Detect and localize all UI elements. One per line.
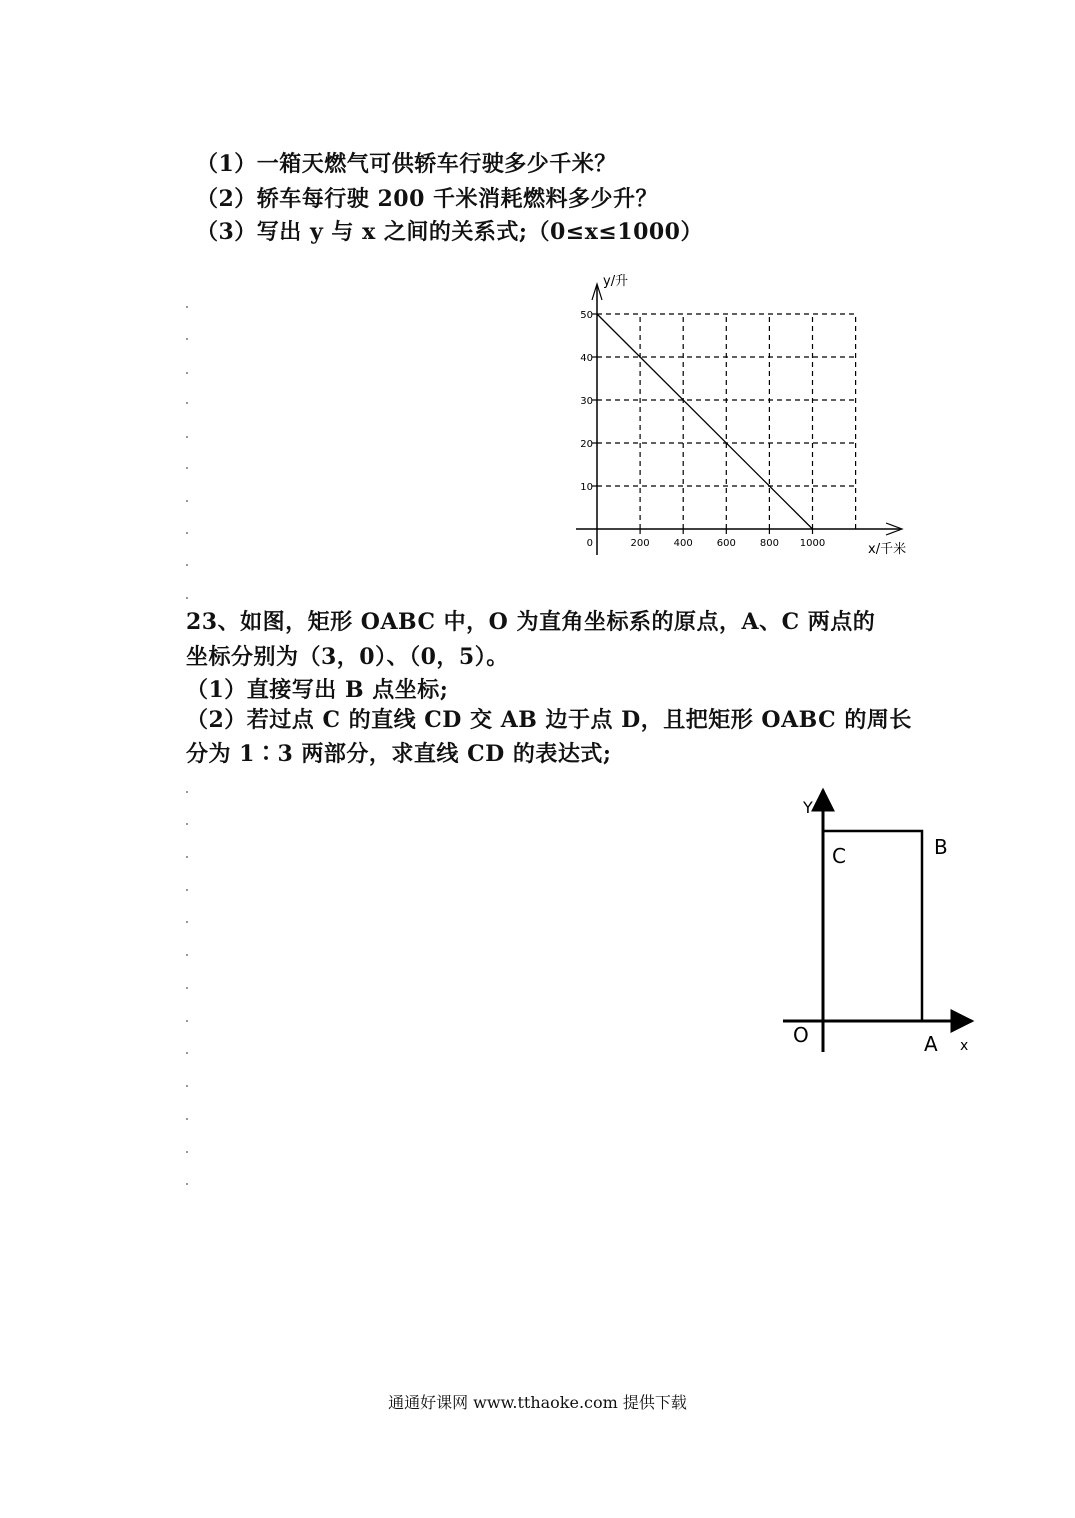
x-tick-label: 800	[759, 538, 779, 549]
question-22-part2: （2）轿车每行驶 200 千米消耗燃料多少升？	[196, 186, 659, 212]
chart-lines	[597, 314, 813, 529]
question-22-part1: （1）一箱天燃气可供轿车行驶多少千米？	[196, 151, 617, 177]
label-b: B	[934, 835, 948, 859]
x-tick-label: 200	[630, 538, 650, 549]
margin-dot	[186, 1151, 188, 1153]
y-axis-label: y/升	[603, 274, 629, 289]
label-o: O	[793, 1023, 809, 1047]
question-23-part2-line2: 分为 1∶3 两部分，求直线 CD 的表达式;	[186, 741, 612, 767]
question-22-part3: （3）写出 y 与 x 之间的关系式;（0≤x≤1000）	[196, 219, 703, 245]
margin-dot	[186, 436, 188, 438]
margin-dot	[186, 889, 188, 891]
margin-dot	[186, 500, 188, 502]
margin-dot	[186, 532, 188, 534]
y-tick-label: 10	[580, 482, 593, 493]
margin-dot	[186, 954, 188, 956]
label-y: Y	[803, 798, 813, 817]
margin-dot	[186, 1085, 188, 1087]
margin-dot	[186, 338, 188, 340]
margin-dot	[186, 823, 188, 825]
margin-dot	[186, 402, 188, 404]
series-line	[597, 314, 813, 529]
margin-dot	[186, 791, 188, 793]
chart-axes	[576, 284, 902, 555]
margin-dot	[186, 1118, 188, 1120]
margin-dot	[186, 372, 188, 374]
question-23-line1: 23、如图，矩形 OABC 中，O 为直角坐标系的原点，A、C 两点的	[186, 609, 876, 635]
margin-dot	[186, 306, 188, 308]
x-tick-label: 1000	[799, 538, 826, 549]
rectangle-figure	[775, 780, 990, 1070]
fuel-chart	[560, 270, 940, 570]
margin-dot	[186, 856, 188, 858]
y-tick-label: 40	[580, 353, 593, 364]
y-tick-label: 50	[580, 310, 593, 321]
chart-grid	[597, 314, 856, 529]
margin-dot	[186, 1020, 188, 1022]
margin-dot	[186, 1183, 188, 1185]
margin-dot	[186, 564, 188, 566]
x-tick-label: 600	[716, 538, 736, 549]
label-c: C	[832, 844, 846, 868]
chart-labels	[580, 274, 906, 557]
margin-dot	[186, 921, 188, 923]
margin-dot	[186, 1052, 188, 1054]
question-23-line2: 坐标分别为（3，0）、（0，5）。	[186, 644, 509, 670]
y-tick-label: 30	[580, 396, 593, 407]
label-x: x	[960, 1038, 969, 1054]
x-tick-label: 400	[673, 538, 693, 549]
question-23-part2-line1: （2）若过点 C 的直线 CD 交 AB 边于点 D，且把矩形 OABC 的周长	[186, 707, 912, 733]
footer: 通通好课网 www.tthaoke.com 提供下载	[388, 1393, 687, 1412]
y-tick-label: 20	[580, 439, 593, 450]
x-tick-label: 0	[586, 538, 593, 549]
label-a: A	[924, 1032, 938, 1056]
margin-dot	[186, 597, 188, 599]
margin-dot	[186, 987, 188, 989]
x-axis-label: x/千米	[868, 542, 907, 557]
question-23-part1: （1）直接写出 B 点坐标;	[186, 677, 449, 703]
margin-dot	[186, 467, 188, 469]
